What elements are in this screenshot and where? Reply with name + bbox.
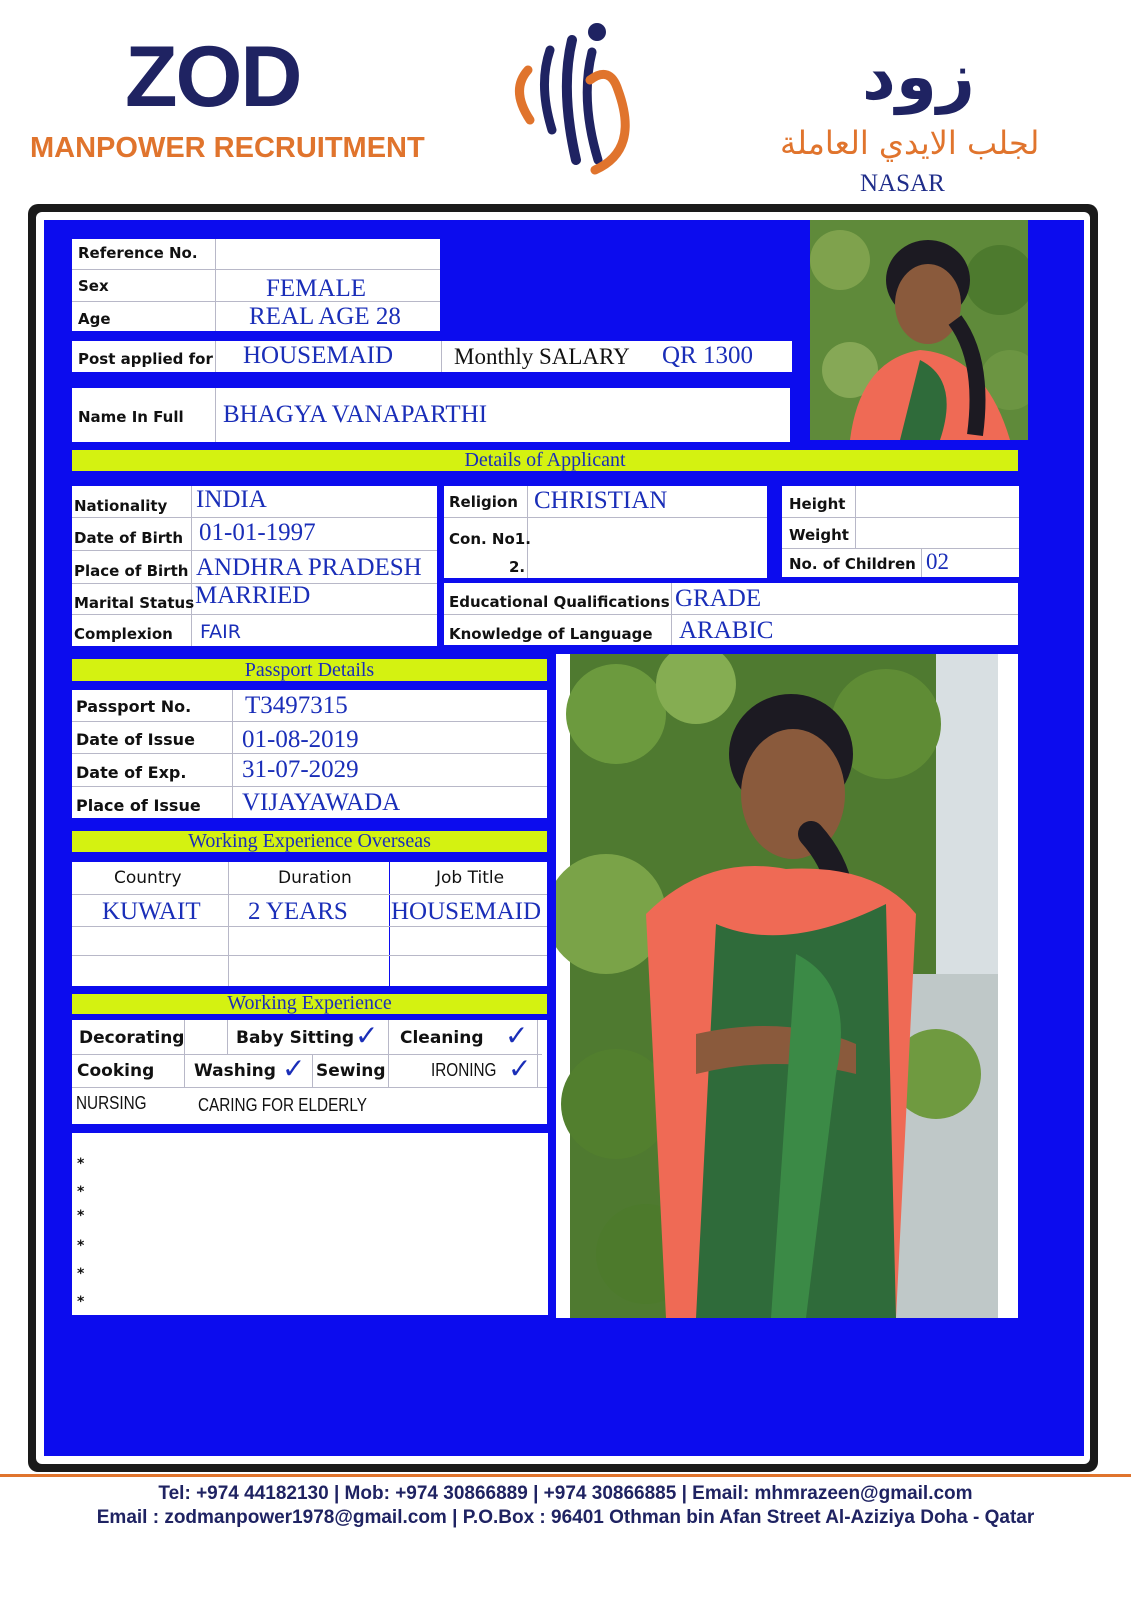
overseas-country: KUWAIT bbox=[102, 898, 201, 925]
religion-label: Religion bbox=[449, 493, 518, 511]
skill-caring-elderly: CARING FOR ELDERLY bbox=[198, 1095, 367, 1115]
notes-box bbox=[72, 1133, 548, 1315]
brand-logo-text: ZOD bbox=[125, 29, 301, 125]
sex-label: Sex bbox=[78, 277, 109, 295]
skill-baby-sitting: Baby Sitting bbox=[236, 1028, 355, 1048]
overseas-section-title: Working Experience Overseas bbox=[72, 831, 547, 852]
brand-subtitle: MANPOWER RECRUITMENT bbox=[30, 132, 425, 164]
age-label: Age bbox=[78, 310, 111, 328]
language-value: ARABIC bbox=[679, 617, 774, 644]
note-bullet: * bbox=[77, 1238, 85, 1254]
col-job-title: Job Title bbox=[436, 868, 505, 888]
nasar-label: NASAR bbox=[860, 170, 945, 197]
language-label: Knowledge of Language bbox=[449, 625, 653, 643]
sex-value: FEMALE bbox=[266, 275, 366, 302]
baby-sitting-check-icon: ✓ bbox=[355, 1019, 379, 1052]
note-bullet: * bbox=[77, 1208, 85, 1224]
nationality-value: INDIA bbox=[196, 486, 267, 513]
company-logo-icon bbox=[500, 10, 640, 180]
marital-label: Marital Status bbox=[74, 594, 195, 612]
arabic-brand: زود bbox=[862, 38, 975, 115]
post-value: HOUSEMAID bbox=[243, 342, 393, 369]
issue-date-value: 01-08-2019 bbox=[242, 726, 359, 753]
salary-value: QR 1300 bbox=[662, 342, 753, 369]
reference-label: Reference No. bbox=[78, 244, 198, 262]
post-label: Post applied for bbox=[78, 350, 213, 368]
nationality-label: Nationality bbox=[74, 497, 168, 515]
skill-washing: Washing bbox=[194, 1061, 276, 1081]
applicant-section-title: Details of Applicant bbox=[72, 450, 1018, 471]
complexion-value: FAIR bbox=[200, 621, 241, 643]
col-duration: Duration bbox=[278, 868, 352, 888]
issue-date-label: Date of Issue bbox=[76, 730, 195, 749]
education-value: GRADE bbox=[675, 585, 762, 612]
arabic-subtitle: لجلب الايدي العاملة bbox=[780, 124, 1040, 162]
footer-address-line: Email : zodmanpower1978@gmail.com | P.O.Box : 96401 Othman bin Afan Street Al-Aziziya Doha - Qatar bbox=[96, 1507, 1035, 1528]
issue-place-value: VIJAYAWADA bbox=[242, 789, 401, 816]
religion-value: CHRISTIAN bbox=[534, 487, 668, 514]
applicant-full-body-photo bbox=[556, 654, 1018, 1318]
col-country: Country bbox=[114, 868, 182, 888]
expiry-date-label: Date of Exp. bbox=[76, 763, 187, 782]
skill-decorating: Decorating bbox=[79, 1028, 185, 1048]
passport-no-label: Passport No. bbox=[76, 697, 192, 716]
marital-value: MARRIED bbox=[195, 582, 311, 609]
children-value: 02 bbox=[926, 549, 949, 574]
note-bullet: * bbox=[77, 1156, 85, 1172]
children-label: No. of Children bbox=[789, 555, 916, 573]
skill-ironing: IRONING bbox=[431, 1060, 497, 1080]
contact2-label: 2. bbox=[509, 558, 526, 576]
footer-contact-line: Tel: +974 44182130 | Mob: +974 30866889 | +974 30866885 | Email: mhmrazeen@gmail.com bbox=[158, 1483, 973, 1504]
applicant-portrait-photo bbox=[810, 220, 1028, 440]
expiry-date-value: 31-07-2029 bbox=[242, 756, 359, 783]
ironing-check-icon: ✓ bbox=[508, 1052, 532, 1085]
weight-label: Weight bbox=[789, 526, 849, 544]
skill-cleaning: Cleaning bbox=[400, 1028, 484, 1048]
education-label: Educational Qualifications bbox=[449, 593, 670, 611]
experience-section-title: Working Experience bbox=[72, 994, 547, 1014]
passport-no-value: T3497315 bbox=[245, 692, 348, 719]
salary-label: Monthly SALARY bbox=[454, 344, 630, 369]
overseas-duration: 2 YEARS bbox=[248, 898, 348, 925]
washing-check-icon: ✓ bbox=[282, 1052, 306, 1085]
contact1-label: Con. No1. bbox=[449, 530, 531, 548]
issue-place-label: Place of Issue bbox=[76, 796, 201, 815]
skill-nursing: NURSING bbox=[76, 1093, 147, 1113]
complexion-label: Complexion bbox=[74, 625, 173, 643]
pob-label: Place of Birth bbox=[74, 562, 189, 580]
note-bullet: * bbox=[77, 1266, 85, 1282]
dob-label: Date of Birth bbox=[74, 529, 184, 547]
note-bullet: * bbox=[77, 1294, 85, 1310]
height-label: Height bbox=[789, 495, 846, 513]
skill-cooking: Cooking bbox=[77, 1061, 155, 1081]
cleaning-check-icon: ✓ bbox=[505, 1019, 529, 1052]
dob-value: 01-01-1997 bbox=[199, 519, 316, 546]
note-bullet: * bbox=[77, 1184, 85, 1200]
name-value: BHAGYA VANAPARTHI bbox=[223, 401, 488, 428]
passport-section-title: Passport Details bbox=[72, 659, 547, 681]
name-label: Name In Full bbox=[78, 408, 184, 426]
age-value: REAL AGE 28 bbox=[249, 303, 401, 330]
pob-value: ANDHRA PRADESH bbox=[196, 554, 422, 581]
overseas-job: HOUSEMAID bbox=[391, 898, 541, 925]
skill-sewing: Sewing bbox=[316, 1061, 386, 1081]
